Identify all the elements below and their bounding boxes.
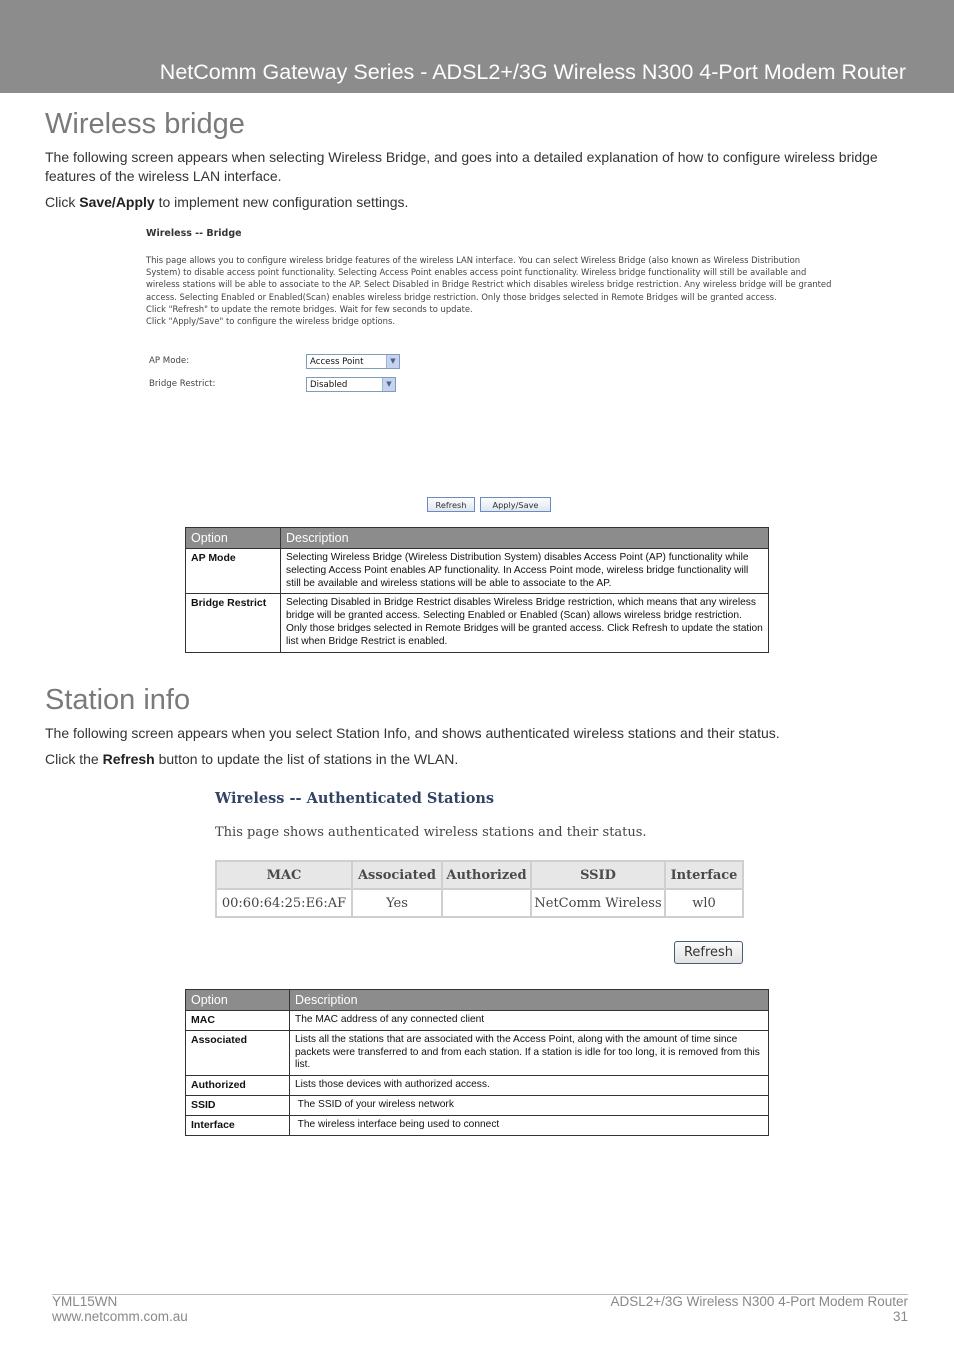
column-associated: Associated <box>352 861 442 889</box>
associated-cell: Yes <box>352 889 442 917</box>
column-mac: MAC <box>216 861 352 889</box>
station-info-options-table <box>185 989 769 1136</box>
station-info-screenshot <box>214 786 749 971</box>
table-row: AP Mode Selecting Wireless Bridge (Wireless Distribution System) disables Access Point (AP) functionality while selecting Access Point enables AP functionality. In Access Point mode, wireless bridge functionality will still be available and wireless stations will be able to associate to the AP. <box>186 549 769 594</box>
column-authorized: Authorized <box>442 861 531 889</box>
column-ssid: SSID <box>531 861 665 889</box>
footer-website: www.netcomm.com.au <box>52 1309 188 1324</box>
footer-product: ADSL2+/3G Wireless N300 4-Port Modem Router <box>610 1294 908 1309</box>
bridge-restrict-select[interactable]: Disabled ▼ <box>306 377 396 392</box>
screenshot-description: This page allows you to configure wireless bridge features of the wireless LAN interface. You can select Wireless Bridge (also known as Wireless Distribution System) to disable access point functionality. Selecting Access Point enables access point functionality. Wireless bridge functionality will still be available and wireless stations will be able to associate to the AP. Select Disabled in Bridge Restrict which disables wireless bridge restriction. Any wireless bridge will be granted access. Selecting Enabled or Enabled(Scan) enables wireless bridge restriction. Only those bridges selected in Remote Bridges will be granted access. Click "Refresh" to update the remote bridges. Wait for few seconds to update. Click "Apply/Save" to configure the wireless bridge options. <box>146 255 832 327</box>
wireless-bridge-screenshot <box>146 228 836 518</box>
refresh-button[interactable]: Refresh <box>427 497 475 512</box>
table-row: Interface The wireless interface being used to connect <box>186 1115 769 1135</box>
mac-cell: 00:60:64:25:E6:AF <box>216 889 352 917</box>
table-row <box>216 889 743 917</box>
interface-cell: wl0 <box>665 889 743 917</box>
ap-mode-label: AP Mode: <box>149 356 190 366</box>
wireless-bridge-intro: The following screen appears when selecting Wireless Bridge, and goes into a detailed explanation of how to configure wireless bridge features of the wireless LAN interface. <box>45 149 878 184</box>
ap-mode-select[interactable]: Access Point ▼ <box>306 354 400 369</box>
chevron-down-icon: ▼ <box>382 378 395 391</box>
wireless-bridge-click-note: Click Save/Apply to implement new configuration settings. <box>45 194 409 210</box>
screenshot-heading: Wireless -- Authenticated Stations <box>215 790 495 807</box>
wireless-bridge-options-table <box>185 527 769 653</box>
screenshot-subtext: This page shows authenticated wireless stations and their status. <box>215 825 647 840</box>
header-bar <box>0 0 954 93</box>
apply-save-button[interactable]: Apply/Save <box>480 497 551 512</box>
footer-page-number: 31 <box>892 1309 908 1324</box>
refresh-emphasis: Refresh <box>102 751 155 767</box>
refresh-button[interactable]: Refresh <box>674 941 743 964</box>
footer-model: YML15WN <box>52 1294 118 1309</box>
table-row: Associated Lists all the stations that are associated with the Access Point, along with the amount of time since packets were transferred to and from each station. If a station is idle for too long, it is removed from this list. <box>186 1030 769 1075</box>
authorized-cell <box>442 889 531 917</box>
table-row: SSID The SSID of your wireless network <box>186 1095 769 1115</box>
column-option: Option <box>186 528 281 549</box>
wireless-bridge-title: Wireless bridge <box>45 108 245 140</box>
column-interface: Interface <box>665 861 743 889</box>
column-description: Description <box>281 528 769 549</box>
chevron-down-icon: ▼ <box>386 355 399 368</box>
column-option: Option <box>186 990 290 1011</box>
table-row: Bridge Restrict Selecting Disabled in Bridge Restrict disables Wireless Bridge restriction, which means that any wireless bridge will be granted access. Selecting Enabled or Enabled (Scan) allows wireless bridge restriction. Only those bridges selected in Remote Bridges will be granted access. Click Refresh to update the station list when Bridge Restrict is enabled. <box>186 594 769 652</box>
station-info-title: Station info <box>45 684 191 716</box>
table-row: Authorized Lists those devices with authorized access. <box>186 1076 769 1096</box>
ssid-cell: NetComm Wireless <box>531 889 665 917</box>
station-info-intro: The following screen appears when you select Station Info, and shows authenticated wireless stations and their status. <box>45 725 780 741</box>
header-title: NetComm Gateway Series - ADSL2+/3G Wireless N300 4-Port Modem Router <box>159 60 906 84</box>
screenshot-heading: Wireless -- Bridge <box>146 228 242 239</box>
station-info-click-note: Click the Refresh button to update the list of stations in the WLAN. <box>45 751 459 767</box>
table-row: MAC The MAC address of any connected client <box>186 1011 769 1031</box>
stations-table <box>215 860 744 918</box>
column-description: Description <box>290 990 769 1011</box>
bridge-restrict-label: Bridge Restrict: <box>149 379 216 389</box>
save-apply-emphasis: Save/Apply <box>79 194 155 210</box>
